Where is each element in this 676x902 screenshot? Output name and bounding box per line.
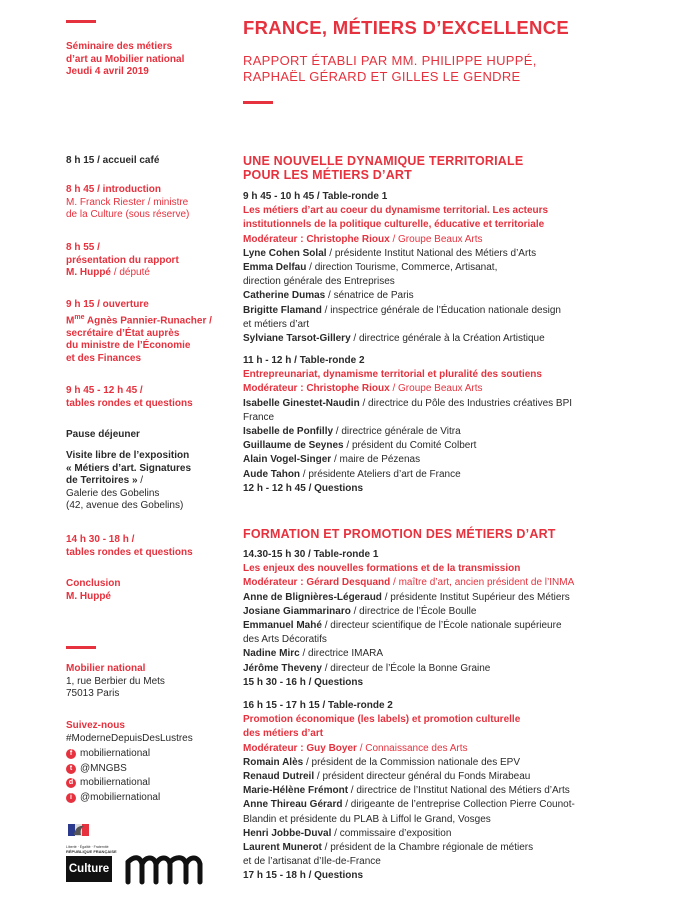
speaker-role-line2: et métiers d’art	[243, 318, 310, 330]
speaker-name: Marie-Hélène Frémont	[243, 785, 349, 797]
section-title-line: POUR LES MÉTIERS D’ART	[243, 168, 412, 182]
visit-line: Visite libre de l’exposition	[66, 450, 190, 461]
conclusion-person: M. Huppé	[66, 590, 111, 602]
speaker-role: / président de la Chambre régionale de métiers	[321, 842, 534, 854]
social-dailymotion[interactable]	[66, 776, 160, 791]
moderator-org: / Groupe Beaux Arts	[389, 383, 483, 395]
moderator-name: Modérateur : Guy Boyer	[243, 742, 357, 754]
social-twitter[interactable]	[66, 762, 160, 777]
speaker	[243, 798, 663, 812]
round-topic: institutionnels de la politique culturelle, éducative et territoriale	[243, 219, 545, 231]
speaker-role-line2: des Arts Décoratifs	[243, 634, 327, 646]
speaker	[243, 756, 663, 770]
speaker	[243, 841, 663, 855]
round-topic: Les enjeux des nouvelles formations et de la transmission	[243, 563, 521, 575]
speaker-name: Isabelle de Ponfilly	[243, 426, 334, 438]
questions-time: 17 h 15 - 18 h / Questions	[243, 870, 364, 882]
visit-address: (42, avenue des Gobelins)	[66, 500, 184, 512]
speaker-role: / directrice IMARA	[299, 648, 384, 660]
speaker-name: Anne de Blignières-Légeraud	[243, 591, 382, 603]
contact-rule	[66, 646, 96, 649]
open-role-line: secrétaire d’État auprès	[66, 327, 180, 339]
visit-sep: /	[137, 475, 144, 487]
round-block	[243, 354, 663, 496]
speaker-role: / président de la Commission nationale des EPV	[303, 756, 520, 768]
speaker-role: / directrice générale de Vitra	[333, 426, 461, 438]
facebook-icon: f	[66, 749, 76, 759]
subtitle-line: RAPPORT ÉTABLI PAR MM. PHILIPPE HUPPÉ,	[243, 53, 537, 68]
speaker-name: Guillaume de Seynes	[243, 440, 344, 452]
speaker-role: / directrice de l’Institut National des Métiers d’Arts	[348, 785, 570, 797]
speaker-name: Lyne Cohen Solal	[243, 247, 327, 259]
culture-logo: Culture	[66, 856, 112, 882]
open-person: M	[66, 314, 75, 326]
republique-label: RÉPUBLIQUE FRANÇAISE	[66, 849, 117, 854]
speaker	[243, 439, 663, 453]
contact-block	[66, 663, 165, 701]
moderator-org: / maître d’art, ancien président de l’INMA	[390, 577, 575, 589]
moderator-name: Modérateur : Gérard Desquand	[243, 577, 391, 589]
speaker	[243, 261, 663, 275]
mobilier-national-logo	[124, 852, 206, 886]
speaker-name: Henri Jobbe-Duval	[243, 827, 332, 839]
speaker	[243, 304, 663, 318]
speaker-name: Brigitte Flamand	[243, 304, 322, 316]
intro-role: / ministre	[144, 196, 189, 208]
speaker	[243, 453, 663, 467]
speaker-role: / directeur scientifique de l’École nationale supérieure	[321, 620, 562, 632]
speaker-role-line2: France	[243, 411, 275, 423]
speaker-name: Romain Alès	[243, 756, 304, 768]
speaker-role: / commissaire d’exposition	[331, 827, 452, 839]
intro-person: M. Franck Riester	[66, 196, 145, 208]
speaker	[243, 425, 663, 439]
speaker-name: Nadine Mirc	[243, 648, 300, 660]
speaker	[243, 647, 663, 661]
schedule-introduction	[66, 184, 189, 222]
speaker-role: / président du Comité Colbert	[343, 440, 477, 452]
event-info	[66, 41, 184, 79]
schedule-conclusion	[66, 578, 120, 603]
pres-label: présentation du rapport	[66, 254, 179, 266]
round-topic: des métiers d’art	[243, 728, 324, 740]
speaker-role: / présidente Ateliers d’art de France	[300, 468, 461, 480]
speaker-name: Catherine Dumas	[243, 290, 326, 302]
speaker-role: / directrice du Pôle des Industries créatives BPI	[359, 397, 573, 409]
speaker-role: / maire de Pézenas	[331, 454, 421, 466]
speaker-name: Josiane Giammarinaro	[243, 605, 351, 617]
speaker	[243, 770, 663, 784]
event-line: Séminaire des métiers	[66, 41, 173, 52]
intro-role-line2: de la Culture (sous réserve)	[66, 209, 190, 221]
page-title: FRANCE, MÉTIERS D’EXCELLENCE	[243, 17, 570, 38]
moderator-name: Modérateur : Christophe Rioux	[243, 233, 390, 245]
speaker-role: / direction Tourisme, Commerce, Artisanat,	[306, 262, 498, 274]
speaker-role: / directeur de l’École la Bonne Graine	[321, 662, 491, 674]
social-facebook[interactable]	[66, 747, 160, 762]
schedule-ouverture	[66, 299, 212, 365]
speaker-name: Renaud Dutreil	[243, 771, 315, 783]
speaker-name: Anne Thireau Gérard	[243, 799, 343, 811]
tables1-label: tables rondes et questions	[66, 397, 193, 409]
republique-francaise-logo	[66, 822, 117, 854]
schedule-lunch: Pause déjeuner	[66, 429, 140, 440]
round-topic: Entrepreunariat, dynamisme territorial et pluralité des soutiens	[243, 369, 542, 381]
open-person-sup: me	[74, 313, 85, 321]
section-title	[243, 154, 523, 182]
tables1-time: 9 h 45 - 12 h 45 /	[66, 385, 143, 396]
speaker	[243, 289, 663, 303]
round-topic: Les métiers d’art au coeur du dynamisme territorial. Les acteurs	[243, 205, 549, 217]
hashtag[interactable]: #ModerneDepuisDesLustres	[66, 732, 193, 744]
moderator-org: / Connaissance des Arts	[356, 742, 468, 754]
social-label: mobiliernational	[80, 777, 151, 788]
speaker	[243, 332, 663, 346]
event-line: d’art au Mobilier national	[66, 53, 185, 65]
speaker-name: Emmanuel Mahé	[243, 620, 322, 632]
subtitle-line: RAPHAËL GÉRARD ET GILLES LE GENDRE	[243, 68, 521, 84]
round-time: 9 h 45 - 10 h 45 / Table-ronde 1	[243, 191, 388, 202]
page-subtitle	[243, 53, 537, 84]
speaker	[243, 247, 663, 261]
section-title	[243, 527, 556, 541]
speaker-role-line2: direction générale des Entreprises	[243, 276, 395, 288]
social-label: @MNGBS	[80, 762, 127, 774]
round-topic: Promotion économique (les labels) et promotion culturelle	[243, 714, 521, 726]
pres-role: / député	[111, 267, 150, 279]
pres-person: M. Huppé	[66, 267, 111, 279]
social-label: @mobiliernational	[80, 791, 161, 803]
schedule-presentation	[66, 242, 179, 280]
event-date: Jeudi 4 avril 2019	[66, 66, 149, 78]
visit-line: « Métiers d’art. Signatures	[66, 462, 192, 474]
intro-time: 8 h 45 / introduction	[66, 184, 162, 195]
speaker	[243, 591, 663, 605]
speaker-role: / dirigeante de l’entreprise Collection Pierre Counot-	[342, 799, 575, 811]
conclusion-label: Conclusion	[66, 578, 121, 589]
round-time: 14.30-15 h 30 / Table-ronde 1	[243, 549, 379, 560]
round-time: 11 h - 12 h / Table-ronde 2	[243, 355, 365, 366]
twitter-icon: t	[66, 764, 76, 774]
round-block	[243, 548, 663, 690]
round-time: 16 h 15 - 17 h 15 / Table-ronde 2	[243, 700, 393, 711]
open-role-line: et des Finances	[66, 352, 142, 364]
top-left-rule	[66, 20, 96, 23]
speaker-role: / directrice de l’École Boulle	[350, 605, 477, 617]
questions-time: 12 h - 12 h 45 / Questions	[243, 482, 364, 494]
follow-block	[66, 720, 193, 745]
republique-motto: Liberté · Égalité · Fraternité	[66, 845, 109, 849]
schedule-tables-morning	[66, 385, 193, 410]
speaker-role: / inspectrice générale de l’Éducation nationale design	[321, 304, 561, 316]
social-label: mobiliernational	[80, 748, 151, 759]
tables2-label: tables rondes et questions	[66, 546, 193, 558]
speaker	[243, 619, 663, 633]
questions-time: 15 h 30 - 16 h / Questions	[243, 676, 364, 688]
speaker-name: Jérôme Theveny	[243, 662, 322, 674]
section-title-line: FORMATION ET PROMOTION DES MÉTIERS D’ART	[243, 527, 556, 541]
speaker	[243, 468, 663, 482]
speaker-role-line2: et de l’artisanat d’Ile-de-France	[243, 856, 381, 868]
speaker-role: / président directeur général du Fonds Mirabeau	[314, 771, 531, 783]
social-instagram[interactable]	[66, 791, 160, 806]
schedule-accueil: 8 h 15 / accueil café	[66, 155, 160, 166]
speaker-role: / présidente Institut National des Métiers d’Arts	[326, 247, 537, 259]
speaker-role: / directrice générale à la Création Artistique	[350, 333, 545, 345]
follow-label: Suivez-nous	[66, 720, 125, 731]
open-person-rest: Agnès Pannier-Runacher /	[84, 314, 212, 326]
open-role-line: du ministre de l’Économie	[66, 340, 191, 352]
speaker-name: Sylviane Tarsot-Gillery	[243, 333, 351, 345]
section-title-line: UNE NOUVELLE DYNAMIQUE TERRITORIALE	[243, 154, 524, 168]
tables2-time: 14 h 30 - 18 h /	[66, 534, 135, 545]
speaker-role: / sénatrice de Paris	[325, 290, 414, 302]
speaker-role-line2: Blandin et présidente du PLAB à Liffol le Grand, Vosges	[243, 813, 491, 825]
speaker	[243, 605, 663, 619]
contact-name: Mobilier national	[66, 663, 146, 674]
visit-place: Galerie des Gobelins	[66, 487, 160, 499]
moderator-name: Modérateur : Christophe Rioux	[243, 383, 390, 395]
mn-monogram-icon	[124, 852, 206, 886]
contact-address: 1, rue Berbier du Mets	[66, 675, 165, 687]
visit-line: de Territoires »	[66, 475, 138, 487]
speaker	[243, 397, 663, 411]
round-block	[243, 699, 663, 884]
title-underline-rule	[243, 101, 273, 104]
instagram-icon: i	[66, 793, 76, 803]
speaker-name: Aude Tahon	[243, 468, 301, 480]
marianne-icon	[66, 822, 114, 840]
speaker-name: Laurent Munerot	[243, 842, 322, 854]
moderator-org: / Groupe Beaux Arts	[389, 233, 483, 245]
schedule-visit	[66, 450, 191, 513]
speaker-name: Alain Vogel-Singer	[243, 454, 332, 466]
schedule-tables-afternoon	[66, 534, 193, 559]
speaker-name: Emma Delfau	[243, 262, 307, 274]
dailymotion-icon: d	[66, 778, 76, 788]
social-list	[66, 747, 160, 805]
speaker	[243, 784, 663, 798]
pres-time: 8 h 55 /	[66, 242, 100, 253]
speaker	[243, 827, 663, 841]
speaker-name: Isabelle Ginestet-Naudin	[243, 397, 360, 409]
speaker-role: / présidente Institut Supérieur des Métiers	[381, 591, 570, 603]
open-time: 9 h 15 / ouverture	[66, 299, 149, 310]
round-block	[243, 190, 663, 346]
speaker	[243, 662, 663, 676]
contact-city: 75013 Paris	[66, 688, 120, 700]
